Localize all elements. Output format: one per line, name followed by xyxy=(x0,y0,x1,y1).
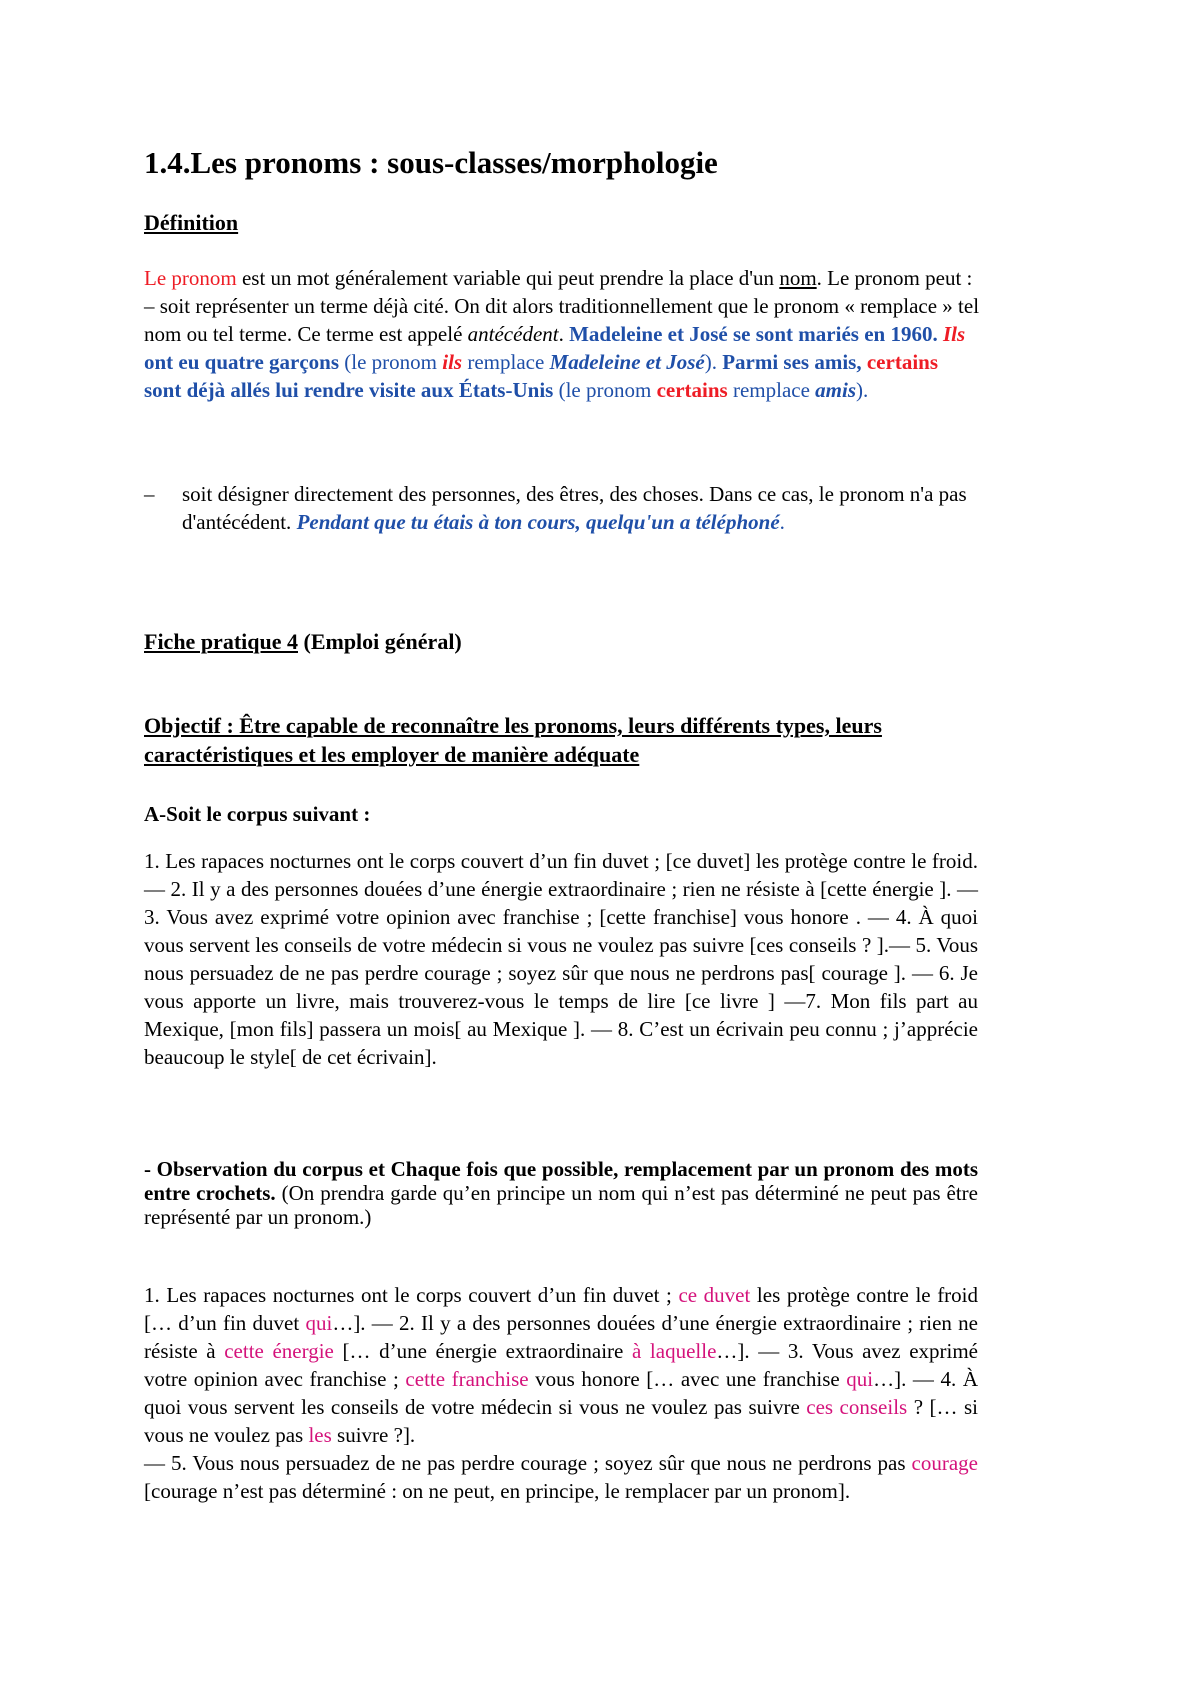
answer-highlight: à laquelle xyxy=(631,1339,717,1363)
example-3: Pendant que tu étais à ton cours, quelqu'un a téléphoné xyxy=(296,510,780,534)
answer-text: — 5. Vous nous persuadez de ne pas perdre courage ; soyez sûr que nous ne perdrons pas xyxy=(144,1451,912,1475)
example-1-note: (le pronom xyxy=(339,350,443,374)
observation-paragraph xyxy=(144,1157,978,1229)
punct: . xyxy=(558,322,570,346)
fiche-heading-block xyxy=(144,627,980,657)
example-2-close: ). xyxy=(856,378,869,402)
definition-line-1 xyxy=(144,264,980,292)
answer-text: ? [… si vous ne voulez pas xyxy=(144,1395,978,1447)
fiche-label: Fiche pratique 4 xyxy=(144,629,298,654)
example-3-end: . xyxy=(779,510,785,534)
corpus-heading: A-Soit le corpus suivant : xyxy=(144,802,371,826)
example-1-close: ). xyxy=(704,350,723,374)
designate-text: soit désigner directement des personnes, des êtres, des choses. Dans ce cas, le pronom n'a pas d'antécédent. xyxy=(182,482,967,534)
represent-text: – soit représenter un terme déjà cité. On dit alors traditionnellement que le pronom « remplace » tel nom ou tel terme. Ce terme est appelé xyxy=(144,294,980,346)
example-2-certains-note: certains xyxy=(656,378,728,402)
example-2-certains: certains xyxy=(866,350,939,374)
answer-text: [… d’une énergie extraordinaire xyxy=(333,1339,632,1363)
fiche-heading xyxy=(144,627,980,657)
definition-heading-block xyxy=(144,208,980,238)
example-1-ils-note: ils xyxy=(442,350,463,374)
example-1-part-b: ont eu quatre garçons xyxy=(144,350,340,374)
corpus-paragraph xyxy=(144,847,978,1071)
answer-text: …]. — 2. Il y a des personnes douées d’une énergie extraordinaire ; rien ne résiste à xyxy=(144,1311,978,1363)
answer-highlight: cette énergie xyxy=(224,1339,334,1363)
dash-marker: – xyxy=(144,482,155,506)
answer-5-line xyxy=(144,1449,978,1505)
observation-note: (On prendra garde qu’en principe un nom qui n’est pas déterminé ne peut pas être représenté par un pronom.) xyxy=(144,1181,978,1229)
term-nom: nom xyxy=(779,266,817,290)
observation-instruction: - Observation du corpus et Chaque fois que possible, remplacement par un pronom des mots entre crochets. xyxy=(144,1157,978,1205)
example-2-amis: amis xyxy=(815,378,857,402)
answer-highlight: cette franchise xyxy=(405,1367,529,1391)
definition-text-end: . Le pronom peut : xyxy=(816,266,973,290)
definition-paragraph xyxy=(144,264,980,404)
section-title-block xyxy=(144,143,980,183)
answer-highlight: ce duvet xyxy=(678,1283,751,1307)
example-1-part-a: Madeleine et José se sont mariés en 1960. xyxy=(569,322,943,346)
definition-text: est un mot généralement variable qui peut prendre la place d'un xyxy=(236,266,780,290)
example-1-note-2: remplace xyxy=(462,350,550,374)
answer-highlight: ces conseils xyxy=(806,1395,908,1419)
answer-text: [courage n’est pas déterminé : on ne peut, en principe, le remplacer par un pronom]. xyxy=(144,1479,851,1503)
example-2-note-2: remplace xyxy=(727,378,816,402)
answer-highlight: qui xyxy=(305,1311,333,1335)
definition-dash-item xyxy=(144,480,980,536)
dash-text xyxy=(182,480,980,536)
corpus-text: 1. Les rapaces nocturnes ont le corps couvert d’un fin duvet ; [ce duvet] les protège contre le froid. — 2. Il y a des personnes douées d’une énergie extraordinaire ; rien ne résiste à [cette énergie ]. — 3. Vous avez exprimé votre opinion avec franchise ; [cette franchise] vous honore . — 4. À quoi vous servent les conseils de votre médecin si vous ne voulez pas suivre [ces conseils ? ].— 5. Vous nous persuadez de ne pas perdre courage ; soyez sûr que nous ne perdrons pas[ courage ]. — 6. Je vous apporte un livre, mais trouverez-vous le temps de lire [ce livre ] —7. Mon fils part au Mexique, [mon fils] passera un mois[ au Mexique ]. — 8. C’est un écrivain peu connu ; j’apprécie beaucoup le style[ de cet écrivain]. xyxy=(144,849,978,1069)
term-antecedent: antécédent xyxy=(467,322,559,346)
answer-highlight: les xyxy=(308,1423,332,1447)
definition-line-2 xyxy=(144,292,980,404)
answer-text: …]. — 3. Vous avez exprimé votre opinion avec franchise ; xyxy=(144,1339,978,1391)
answer-text: 1. Les rapaces nocturnes ont le corps couvert d’un fin duvet ; xyxy=(144,1283,679,1307)
definition-heading: Définition xyxy=(144,210,239,235)
example-2-part-b: sont déjà allés lui rendre visite aux États-Unis xyxy=(144,378,554,402)
answer-text: suivre ?]. xyxy=(331,1423,416,1447)
objective-text: Objectif : Être capable de reconnaître les pronoms, leurs différents types, leurs caractéristiques et les employer de manière adéquate xyxy=(144,713,882,767)
example-1-names: Madeleine et José xyxy=(549,350,705,374)
corpus-heading-block xyxy=(144,799,980,829)
example-2-part-a: Parmi ses amis, xyxy=(722,350,867,374)
answer-text: vous honore [… avec une franchise xyxy=(528,1367,847,1391)
answer-highlight: courage xyxy=(911,1451,978,1475)
answer-text: …]. — 4. À quoi vous servent les conseils de votre médecin si vous ne voulez pas suivre xyxy=(144,1367,978,1419)
answer-highlight: qui xyxy=(846,1367,874,1391)
answers-paragraph xyxy=(144,1281,978,1505)
example-2-note: (le pronom xyxy=(553,378,657,402)
fiche-rest: (Emploi général) xyxy=(298,629,462,654)
example-1-ils: Ils xyxy=(942,322,966,346)
page-title: 1.4.Les pronoms : sous-classes/morphologie xyxy=(144,145,718,180)
answer-text: les protège contre le froid [… d’un fin duvet xyxy=(144,1283,979,1335)
term-le-pronom: Le pronom xyxy=(144,266,237,290)
dash-row xyxy=(144,480,980,536)
objective-block xyxy=(144,711,980,769)
